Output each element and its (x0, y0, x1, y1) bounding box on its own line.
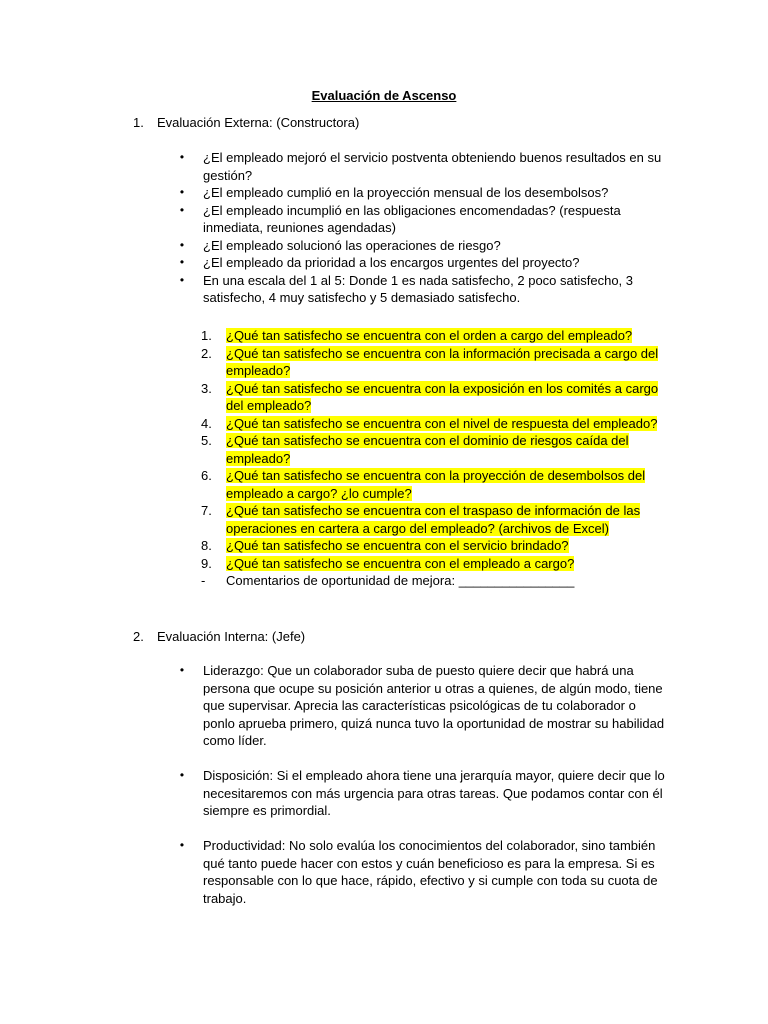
question-text: ¿Qué tan satisfecho se encuentra con la información precisada a cargo del empleado? (226, 345, 659, 378)
section-2-bullet-list (178, 662, 668, 925)
comment-line (201, 572, 661, 590)
list-item (178, 767, 668, 820)
list-item (178, 254, 668, 272)
bullet-text: ¿El empleado incumplió en las obligaciones encomendadas? (respuesta inmediata, reuniones agendadas) (203, 202, 621, 235)
list-item (201, 415, 661, 433)
list-item (201, 327, 661, 345)
list-item (178, 237, 668, 255)
list-item (201, 380, 661, 415)
bullet-icon: • (179, 185, 185, 199)
question-text: ¿Qué tan satisfecho se encuentra con el orden a cargo del empleado? (226, 328, 633, 343)
document-title: Evaluación de Ascenso (311, 88, 457, 103)
dash-marker: - (201, 573, 206, 588)
bullet-text: Productividad: No solo evalúa los conocimientos del colaborador, sino también qué tanto puede hacer con estos y cuán beneficioso es para la empresa. Si es responsable con lo que hace, rápido, efectivo y si cumple con toda su cuota de trabajo. (203, 838, 658, 906)
list-item (201, 345, 661, 380)
list-item (178, 184, 668, 202)
question-text: ¿Qué tan satisfecho se encuentra con el nivel de respuesta del empleado? (226, 415, 658, 431)
bullet-text: En una escala del 1 al 5: Donde 1 es nada satisfecho, 2 poco satisfecho, 3 satisfecho, 4 muy satisfecho y 5 demasiado satisfecho. (203, 272, 634, 305)
bullet-icon: • (179, 663, 185, 677)
section-1-bullet-list (178, 149, 668, 307)
bullet-text: ¿El empleado mejoró el servicio postventa obteniendo buenos resultados en su gestión? (203, 150, 662, 183)
question-number: 6. (201, 468, 212, 483)
satisfaction-questions-list (201, 327, 661, 590)
list-item (178, 202, 668, 237)
list-item (178, 149, 668, 184)
bullet-text: ¿El empleado cumplió en la proyección mensual de los desembolsos? (203, 185, 609, 200)
question-text: ¿Qué tan satisfecho se encuentra con la exposición en los comités a cargo del empleado? (226, 380, 659, 413)
question-number: 7. (201, 503, 212, 518)
question-text: ¿Qué tan satisfecho se encuentra con el servicio brindado? (226, 538, 569, 553)
bullet-text: ¿El empleado solucionó las operaciones de riesgo? (203, 237, 501, 253)
question-text: ¿Qué tan satisfecho se encuentra con la proyección de desembolsos del empleado a cargo? ¿lo cumple? (226, 468, 646, 501)
question-number: 9. (201, 555, 212, 571)
list-item (201, 467, 661, 502)
list-item (178, 272, 668, 307)
list-item (201, 537, 661, 555)
bullet-icon: • (179, 272, 185, 287)
bullet-icon: • (179, 237, 185, 252)
question-text: ¿Qué tan satisfecho se encuentra con el dominio de riesgos caída del empleado? (226, 433, 629, 466)
bullet-icon: • (179, 768, 185, 782)
section-2-title: Evaluación Interna: (Jefe) (157, 629, 306, 644)
bullet-icon: • (179, 202, 185, 217)
list-item (201, 432, 661, 467)
question-text: ¿Qué tan satisfecho se encuentra con el traspaso de información de las operaciones en cartera a cargo del empleado? (archivos de Excel) (226, 503, 641, 536)
bullet-icon: • (179, 150, 185, 164)
list-item (201, 502, 661, 537)
section-2-number: 2. (133, 629, 144, 644)
question-number: 2. (201, 345, 212, 361)
question-number: 3. (201, 380, 212, 396)
comment-text: Comentarios de oportunidad de mejora: ________________ (226, 573, 575, 588)
list-item (201, 555, 661, 573)
question-number: 5. (201, 433, 212, 448)
section-1-title: Evaluación Externa: (Constructora) (157, 115, 360, 130)
bullet-icon: • (179, 255, 185, 269)
section-1-number: 1. (133, 115, 144, 130)
bullet-text: ¿El empleado da prioridad a los encargos urgentes del proyecto? (203, 255, 580, 270)
question-text: ¿Qué tan satisfecho se encuentra con el empleado a cargo? (226, 555, 575, 571)
list-item (178, 837, 668, 907)
bullet-text: Disposición: Si el empleado ahora tiene una jerarquía mayor, quiere decir que lo necesitaremos con más urgencia para otras tareas. Que podamos contar con él siempre es primordial. (203, 768, 665, 818)
section-2-heading (133, 628, 305, 646)
bullet-icon: • (179, 838, 185, 852)
question-number: 4. (201, 415, 212, 431)
question-number: 1. (201, 328, 212, 343)
section-1-heading (133, 114, 359, 132)
question-number: 8. (201, 538, 212, 553)
list-item (178, 662, 668, 750)
bullet-text: Liderazgo: Que un colaborador suba de puesto quiere decir que habrá una persona que ocupe su posición anterior u otras a quienes, de algún modo, tiene que supervisar. Aprecia las características psicológicas de tu colaborador o ponlo aprueba primero, quizá nunca tuvo la oportunidad de mostrar su habilidad como líder. (203, 663, 665, 748)
